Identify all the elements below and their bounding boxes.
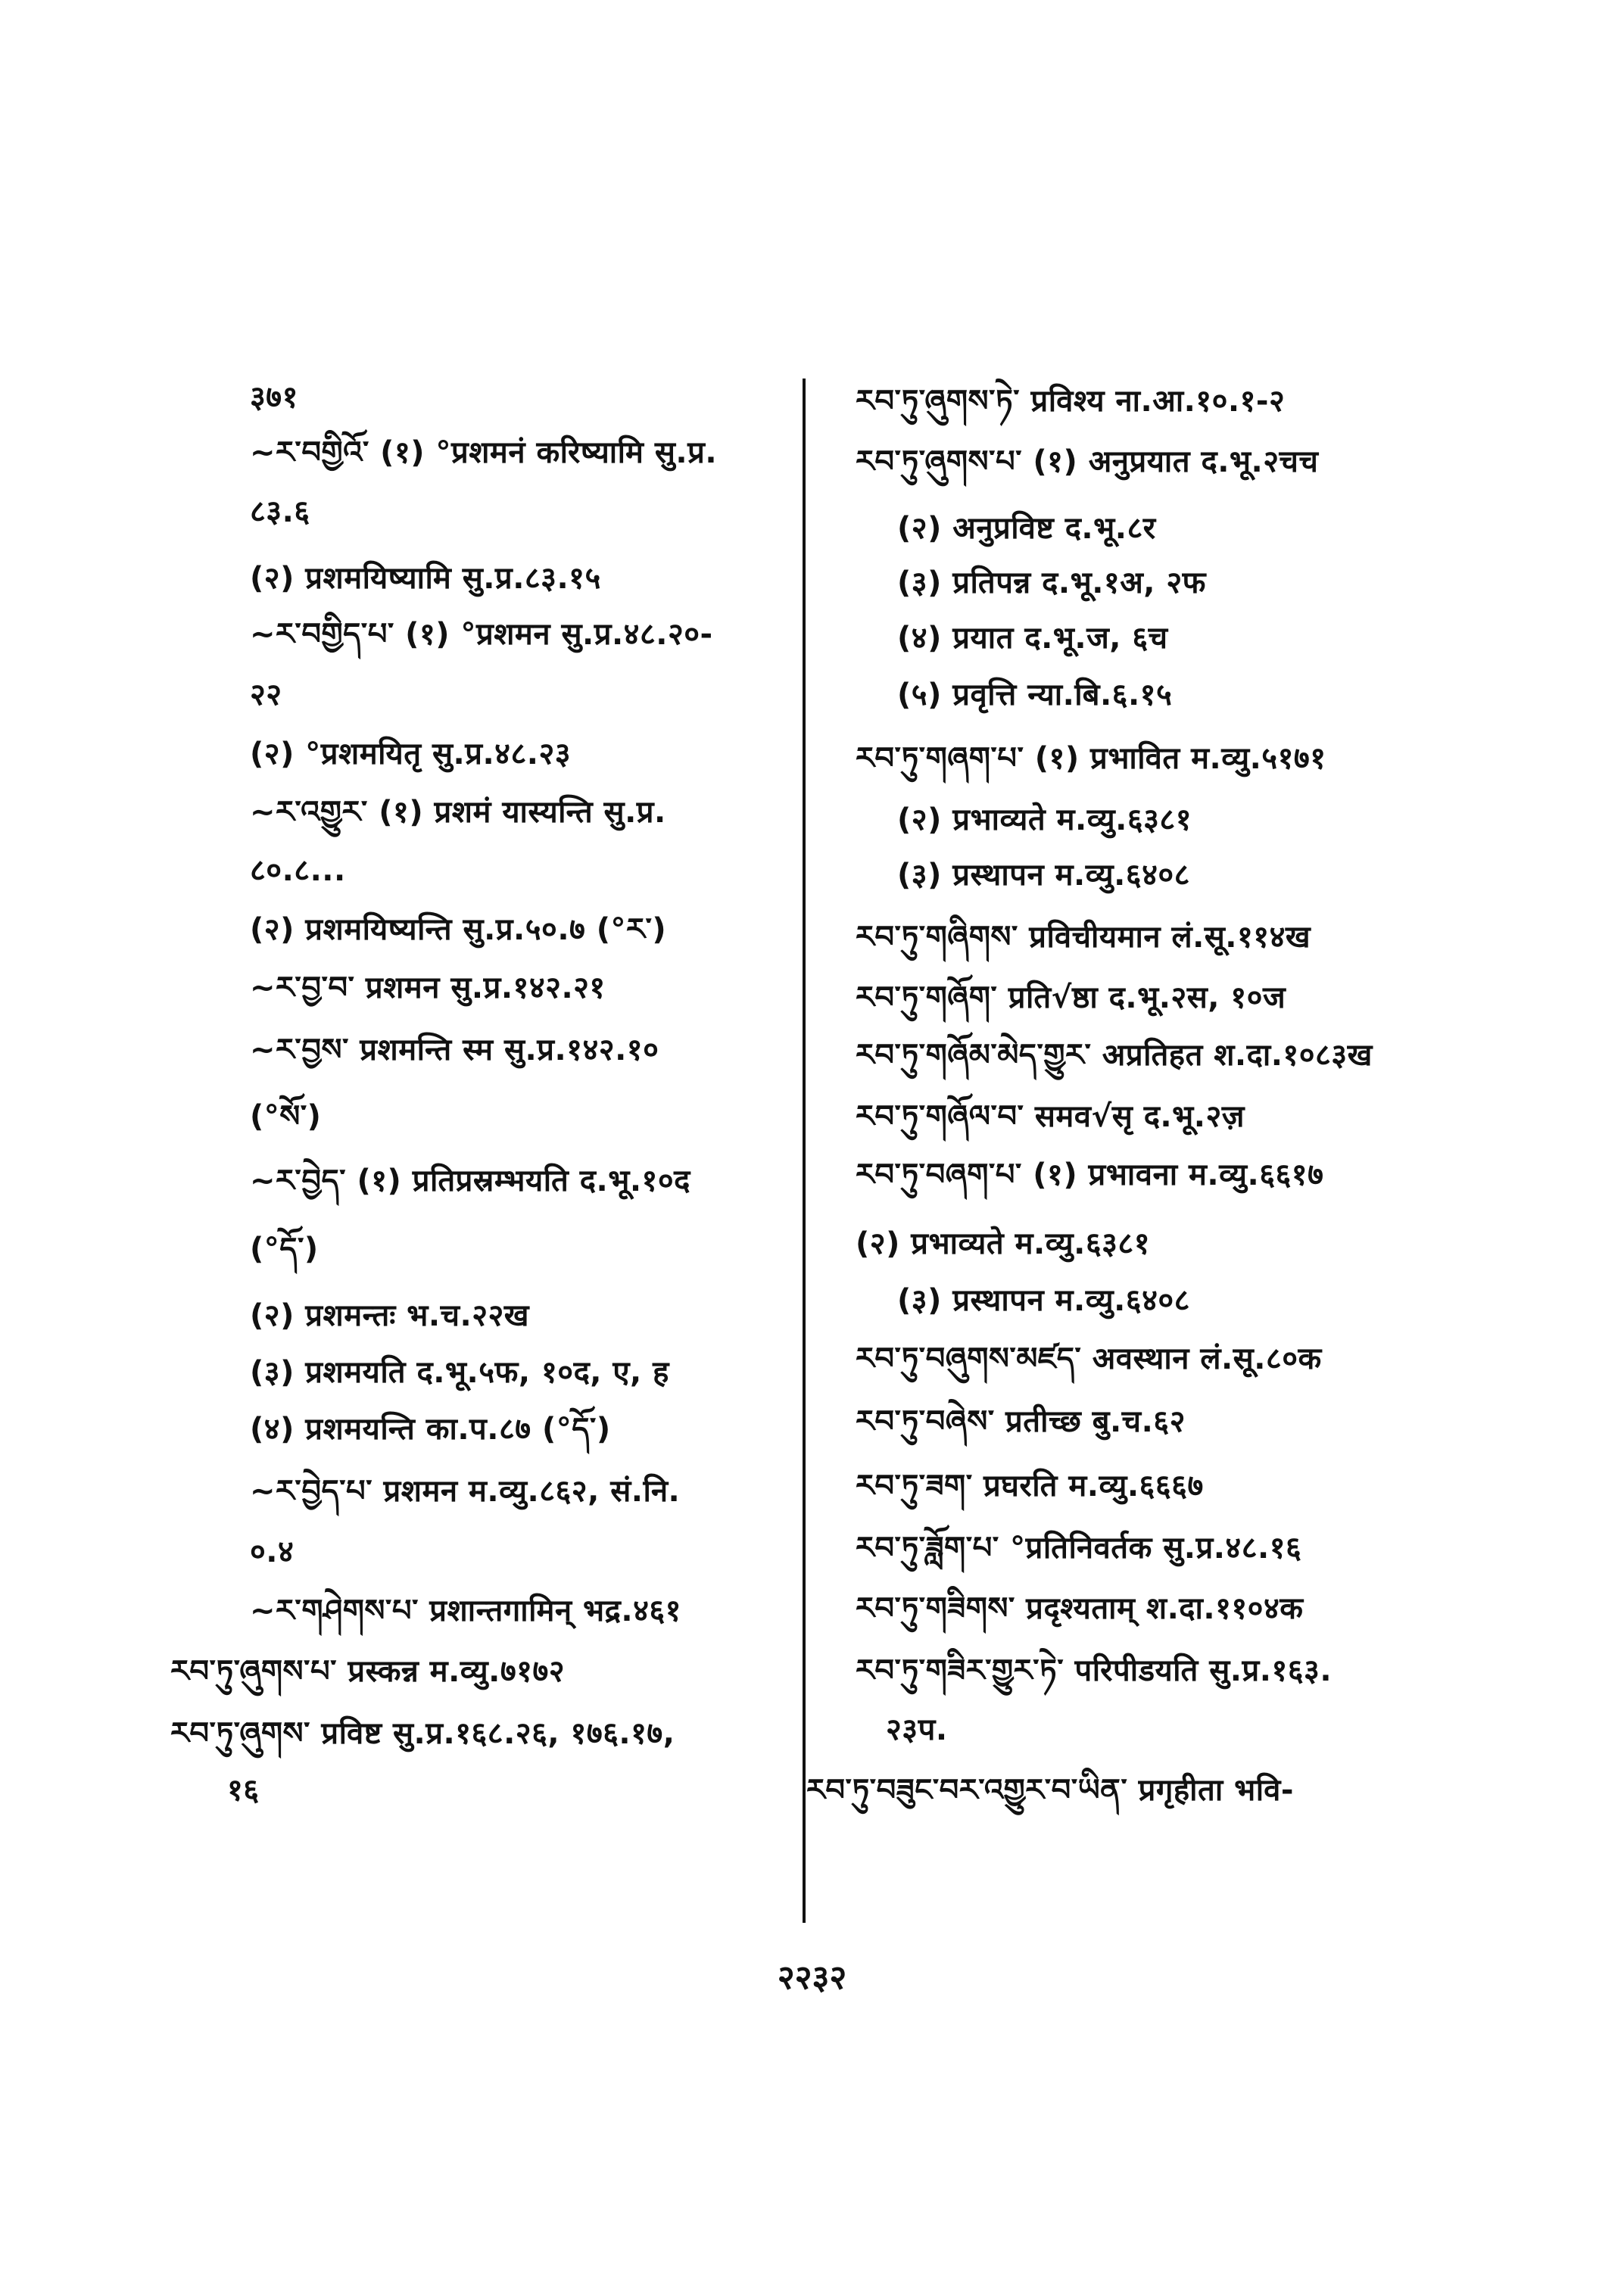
right-entry-line: (२) प्रभाव्यते म.व्यु.६३८१ — [856, 1226, 1151, 1261]
left-entry-line: ८०.८... — [250, 853, 346, 888]
left-entry-line: (२) प्रशमयिष्यन्ति सु.प्र.५०.७ (°ར་) — [250, 912, 667, 947]
right-entry-line: (५) प्रवृत्ति न्या.बि.६.१५ — [897, 678, 1173, 712]
right-entry-line: རབ་ཏུ་གཞོག་ प्रति√ष्ठा द.भू.२स, १०ज — [856, 980, 1286, 1015]
left-entry-line: २२ — [250, 678, 282, 712]
left-entry-line: (°དོ་) — [250, 1232, 319, 1266]
right-entry-line: རབ་ཏུ་གཞོལ་བ་ समव√सृ द.भू.२ज़ — [856, 1099, 1245, 1134]
right-entry-line: རབ་ཏུ་གཞིགས་ प्रविचीयमान लं.सू.११४ख — [856, 920, 1311, 955]
right-entry-line: २३प. — [886, 1712, 948, 1747]
left-entry-line: १६ — [227, 1773, 260, 1808]
left-entry-line: (२) प्रशमयिष्यामि सु.प्र.८३.१५ — [250, 561, 601, 596]
right-entry-line: རབ་ཏུ་བཞག་པ་ (१) प्रभावना म.व्यु.६६१७ — [856, 1157, 1324, 1192]
right-entry-line: (३) प्रतिपन्न द.भू.१अ, २फ — [897, 565, 1207, 600]
right-entry-line: རབ་ཏུ་གཟིགས་ प्रदृश्यताम् श.दा.११०४क — [856, 1591, 1304, 1626]
left-entry-line: ~ར་བྱེད་པ་ प्रशमन म.व्यु.८६२, सं.नि. — [250, 1474, 681, 1509]
right-entry-line: རབ་ཏུ་ཞུགས་པ་ (१) अनुप्रयात द.भू.२चच — [856, 444, 1319, 479]
left-entry-line: ३७१ — [250, 380, 298, 415]
right-entry-line: རབ་ཏུ་བཟུང་བར་འགྱུར་བ་ཡིན་ प्रगृहीता भवि- — [806, 1773, 1294, 1808]
left-entry-line: ~ར་བགྱིད་པ་ (१) °प्रशमन सु.प्र.४८.२०- — [250, 617, 713, 652]
left-entry-line: (३) प्रशमयति द.भू.५फ, १०द, ए, ह — [250, 1355, 669, 1390]
left-entry-line: (°སོ་) — [250, 1099, 322, 1134]
column-divider — [803, 379, 806, 1923]
left-entry-line: ~ར་བྱ་བ་ प्रशमन सु.प्र.१४२.२१ — [250, 970, 606, 1005]
left-entry-line: ८३.६ — [250, 494, 310, 529]
right-entry-line: (२) प्रभाव्यते म.व्यु.६३८१ — [897, 802, 1192, 837]
right-entry-line: (४) प्रयात द.भू.ज, ६च — [897, 621, 1168, 656]
right-entry-line: རབ་ཏུ་བཞུགས་མཛད་ अवस्थान लं.सू.८०क — [856, 1341, 1322, 1376]
right-entry-line: རབ་ཏུ་གཟིར་གྱུར་ཏེ་ परिपीडयति सु.प्र.१६३. — [856, 1653, 1333, 1688]
right-entry-line: (३) प्रस्थापन म.व्यु.६४०८ — [897, 858, 1190, 893]
left-entry-line: རབ་ཏུ་ཞུགས་ प्रविष्ट सु.प्र.१६८.२६, १७६.१७, — [170, 1716, 675, 1751]
left-entry-line: (२) °प्रशमयितृ सु.प्र.४८.२३ — [250, 737, 572, 771]
left-entry-line: ~ར་བྱས་ प्रशमन्ति स्म सु.प्र.१४२.१० — [250, 1033, 659, 1067]
right-entry-line: (३) प्रस्थापन म.व्यु.६४०८ — [897, 1283, 1190, 1318]
left-entry-line: ~ར་འགྱུར་ (१) प्रशमं यास्यन्ति सु.प्र. — [250, 795, 666, 830]
left-entry-line: (४) प्रशमयन्ति का.प.८७ (°དོ་) — [250, 1412, 611, 1447]
right-entry-line: རབ་ཏུ་བཞེས་ प्रतीच्छ बु.च.६२ — [856, 1404, 1186, 1439]
left-entry-line: (२) प्रशमन्तः भ.च.२२ख — [250, 1298, 530, 1333]
right-entry-line: རབ་ཏུ་ཟློག་པ་ °प्रतिनिवर्तक सु.प्र.४८.१६ — [856, 1531, 1302, 1566]
right-entry-line: རབ་ཏུ་གཞག་པ་ (१) प्रभावित म.व्यु.५१७१ — [856, 741, 1326, 776]
right-entry-line: རབ་ཏུ་གཞོམ་མེད་གྱུར་ अप्रतिहत श.दा.१०८३ख — [856, 1038, 1373, 1073]
page-number: २२३२ — [777, 1958, 847, 1997]
left-entry-line: ०.४ — [250, 1534, 295, 1569]
left-entry-line: རབ་ཏུ་ཞུགས་པ་ प्रस्कन्न म.व्यु.७१७२ — [170, 1654, 566, 1689]
right-entry-line: (२) अनुप्रविष्ट द.भू.८र — [897, 511, 1156, 546]
right-entry-line: རབ་ཏུ་ཟག་ प्रघरति म.व्यु.६६६७ — [856, 1469, 1204, 1503]
left-entry-line: ~ར་གཤེགས་པ་ प्रशान्तगामिन् भद्र.४६१ — [250, 1594, 681, 1628]
left-entry-line: ~ར་བྱེད་ (१) प्रतिप्रस्रम्भयति द.भू.१०द — [250, 1164, 690, 1198]
right-entry-line: རབ་ཏུ་ཞུགས་ཏེ་ प्रविश्य ना.आ.१०.१-२ — [856, 384, 1286, 419]
left-entry-line: ~ར་བགྱིའོ་ (१) °प्रशमनं करिष्यामि सु.प्र. — [250, 435, 718, 470]
